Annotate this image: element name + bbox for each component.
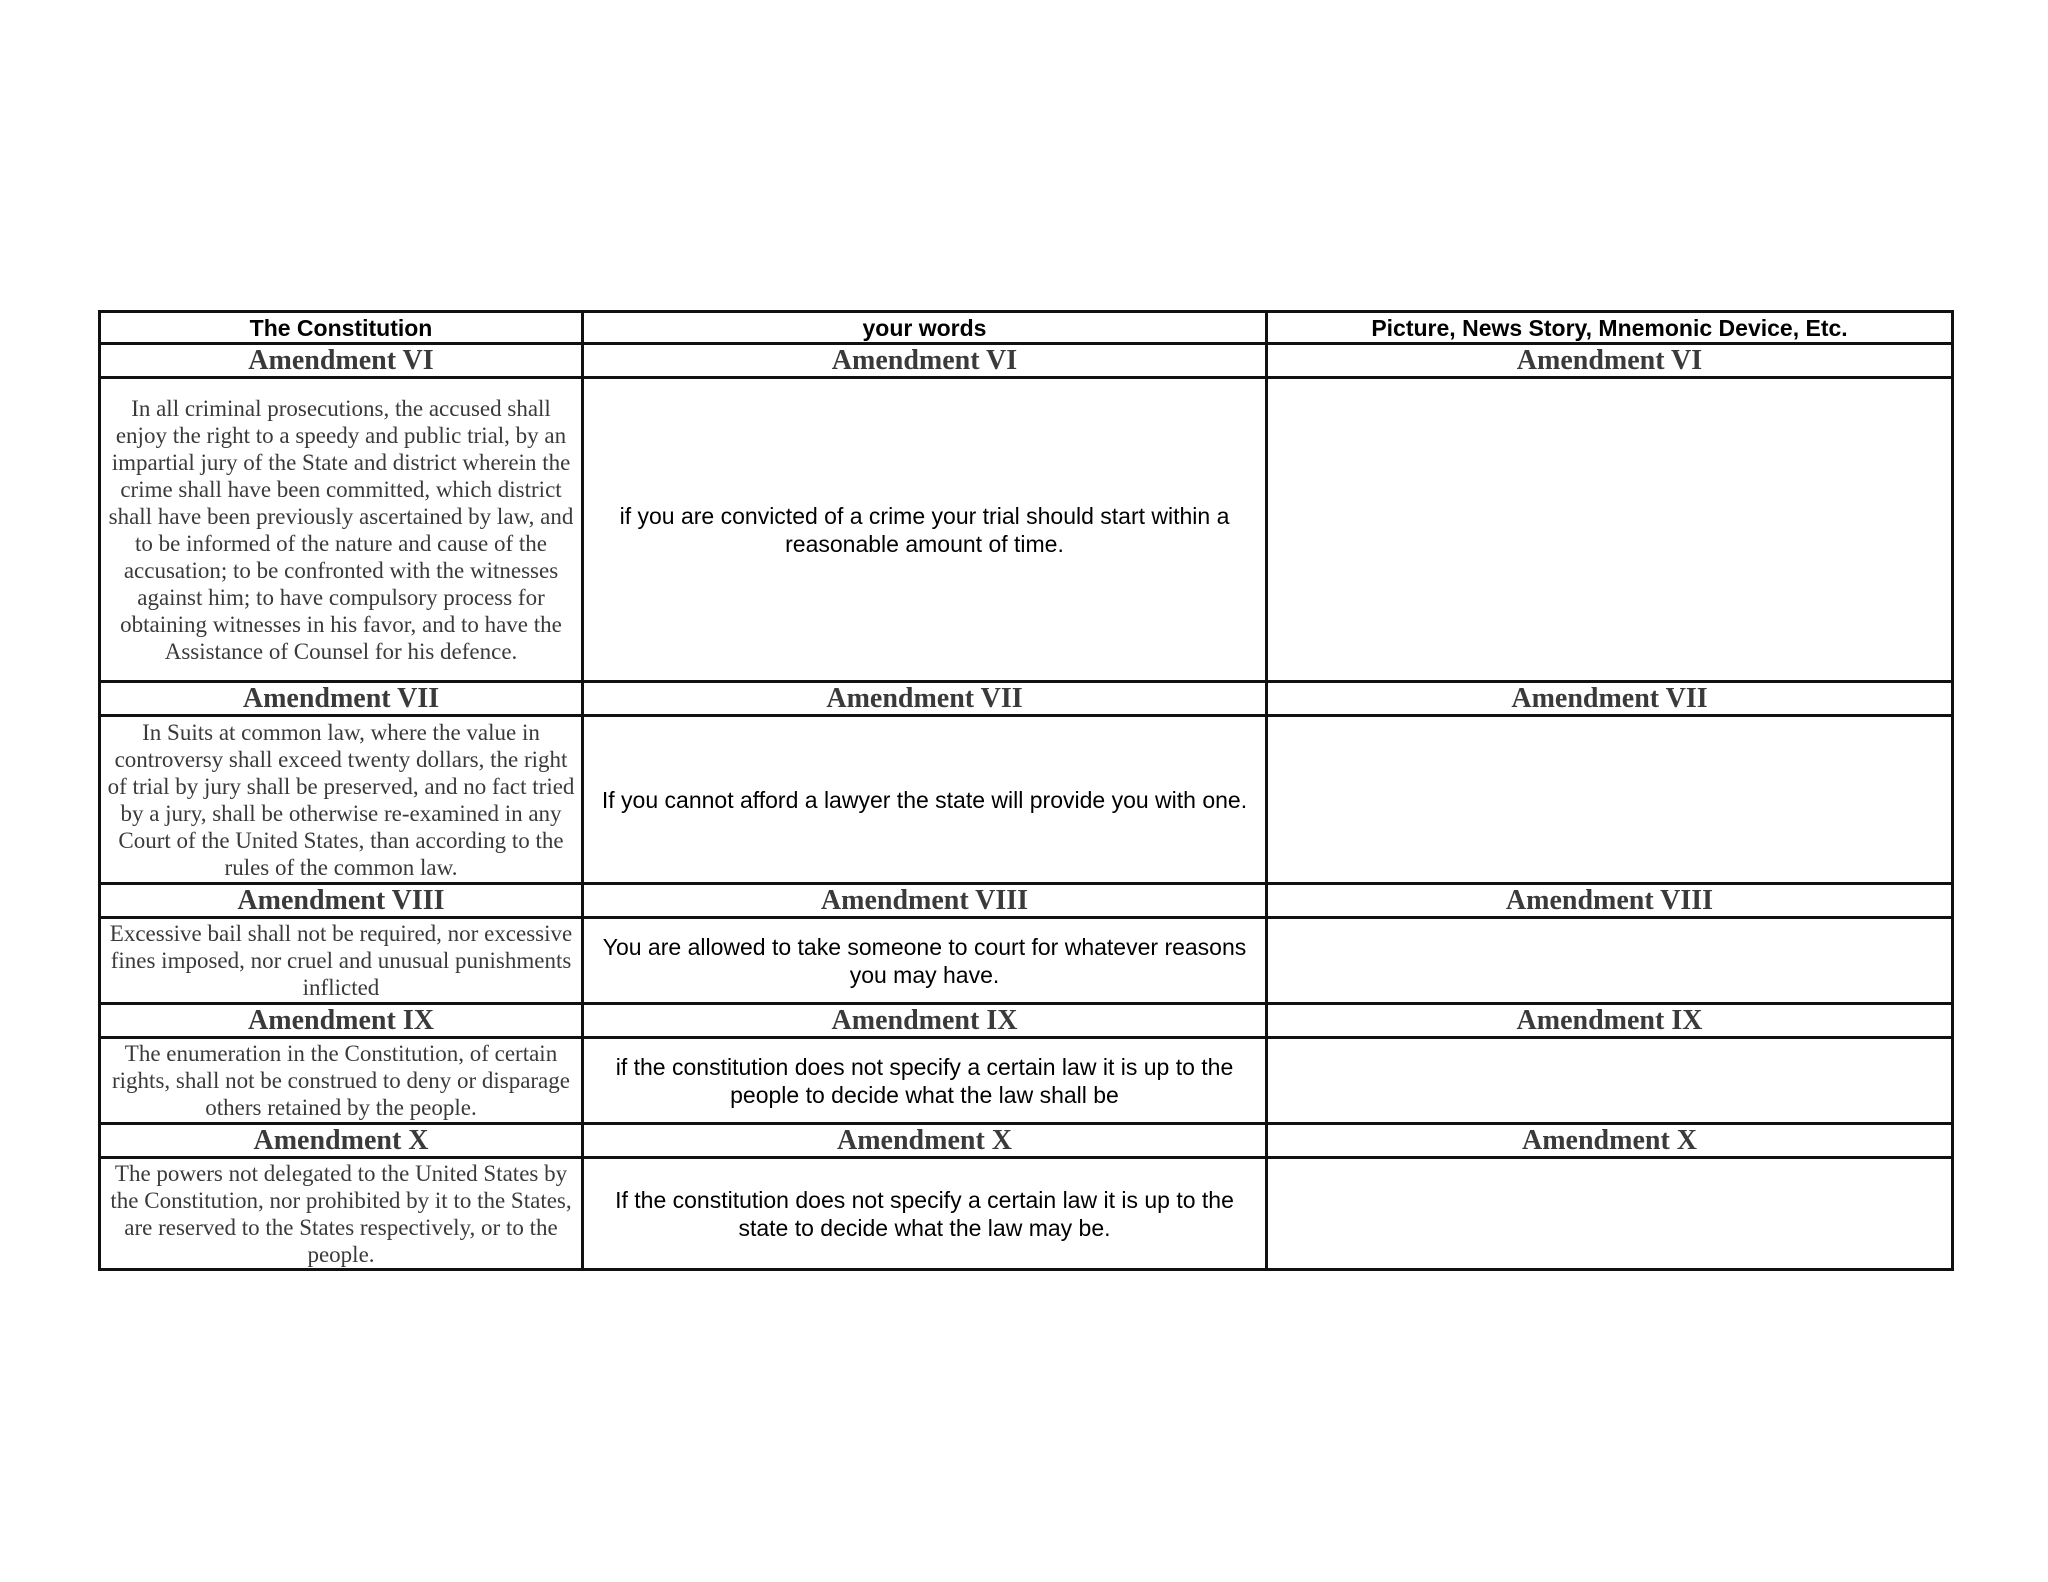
amendment-content-row: [100, 1038, 1953, 1124]
amendment-original-text: In all criminal prosecutions, the accused shall enjoy the right to a speedy and public trial, by an impartial jury of the State and district wherein the crime shall have been committed, which district shall have been previously ascertained by law, and to be informed of the nature and cause of the accusation; to be confronted with the witnesses against him; to have compulsory process for obtaining witnesses in his favor, and to have the Assistance of Counsel for his defence.: [100, 378, 583, 682]
amendment-picture-cell: [1267, 1158, 1953, 1270]
amendment-title: Amendment IX: [1267, 1004, 1953, 1038]
amendment-original-text: Excessive bail shall not be required, nor excessive fines imposed, nor cruel and unusual punishments inflicted: [100, 918, 583, 1004]
amendment-your-words: If the constitution does not specify a certain law it is up to the state to decide what the law may be.: [583, 1158, 1267, 1270]
amendment-title: Amendment VIII: [100, 884, 583, 918]
amendment-title: Amendment VIII: [583, 884, 1267, 918]
amendment-content-row: [100, 1158, 1953, 1270]
table-header-row: [100, 312, 1953, 344]
amendment-your-words: if the constitution does not specify a certain law it is up to the people to decide what the law shall be: [583, 1038, 1267, 1124]
amendment-original-text: In Suits at common law, where the value in controversy shall exceed twenty dollars, the right of trial by jury shall be preserved, and no fact tried by a jury, shall be otherwise re-examined in any Court of the United States, than according to the rules of the common law.: [100, 716, 583, 884]
amendment-title-row: [100, 682, 1953, 716]
amendment-content-row: [100, 378, 1953, 682]
amendment-title: Amendment VII: [1267, 682, 1953, 716]
amendment-your-words: If you cannot afford a lawyer the state will provide you with one.: [583, 716, 1267, 884]
amendment-your-words: You are allowed to take someone to court for whatever reasons you may have.: [583, 918, 1267, 1004]
amendment-original-text: The powers not delegated to the United States by the Constitution, nor prohibited by it to the States, are reserved to the States respectively, or to the people.: [100, 1158, 583, 1270]
header-your-words: your words: [583, 312, 1267, 344]
amendment-your-words: if you are convicted of a crime your trial should start within a reasonable amount of time.: [583, 378, 1267, 682]
amendment-title-row: [100, 884, 1953, 918]
amendment-title: Amendment VI: [583, 344, 1267, 378]
amendment-title: Amendment IX: [100, 1004, 583, 1038]
amendment-title: Amendment X: [100, 1124, 583, 1158]
amendment-title: Amendment VII: [100, 682, 583, 716]
amendment-picture-cell: [1267, 716, 1953, 884]
amendment-title: Amendment X: [1267, 1124, 1953, 1158]
amendment-title: Amendment VIII: [1267, 884, 1953, 918]
amendment-picture-cell: [1267, 378, 1953, 682]
amendment-title-row: [100, 1124, 1953, 1158]
header-constitution: The Constitution: [100, 312, 583, 344]
amendments-worksheet-table: [98, 310, 1954, 1271]
header-picture: Picture, News Story, Mnemonic Device, Etc.: [1267, 312, 1953, 344]
amendment-title: Amendment IX: [583, 1004, 1267, 1038]
amendment-picture-cell: [1267, 918, 1953, 1004]
amendment-title: Amendment VII: [583, 682, 1267, 716]
amendment-content-row: [100, 716, 1953, 884]
amendment-title: Amendment VI: [100, 344, 583, 378]
amendment-picture-cell: [1267, 1038, 1953, 1124]
amendment-title-row: [100, 344, 1953, 378]
amendment-original-text: The enumeration in the Constitution, of certain rights, shall not be construed to deny or disparage others retained by the people.: [100, 1038, 583, 1124]
amendment-title-row: [100, 1004, 1953, 1038]
amendment-title: Amendment VI: [1267, 344, 1953, 378]
amendment-title: Amendment X: [583, 1124, 1267, 1158]
amendment-content-row: [100, 918, 1953, 1004]
